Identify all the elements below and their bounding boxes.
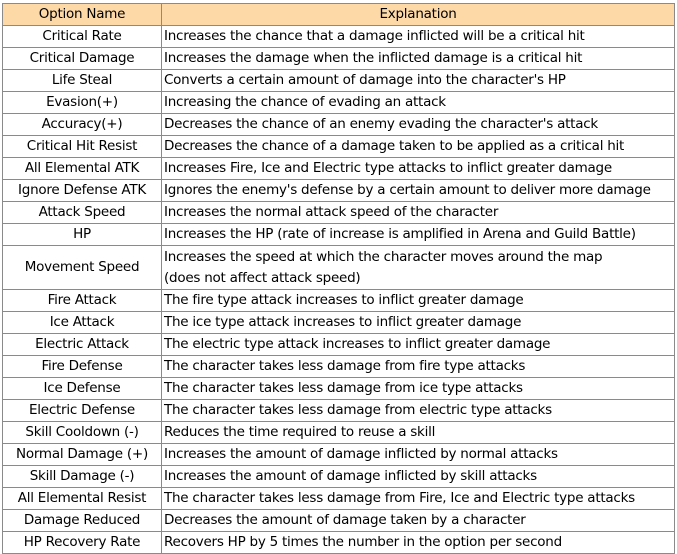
explanation-cell bbox=[162, 532, 675, 554]
explanation-cell bbox=[162, 246, 675, 290]
option-name-cell: Normal Damage (+) bbox=[3, 444, 162, 466]
option-name-cell: Fire Defense bbox=[3, 356, 162, 378]
table-row bbox=[3, 422, 675, 444]
explanation-cell bbox=[162, 114, 675, 136]
explanation-cell bbox=[162, 510, 675, 532]
option-name-cell: Skill Damage (-) bbox=[3, 466, 162, 488]
explanation-cell bbox=[162, 356, 675, 378]
table-row bbox=[3, 246, 675, 290]
table-row bbox=[3, 510, 675, 532]
table-row bbox=[3, 224, 675, 246]
explanation-cell bbox=[162, 158, 675, 180]
explanation-cell bbox=[162, 202, 675, 224]
option-name-cell: HP bbox=[3, 224, 162, 246]
explanation-line: Increases Fire, Ice and Electric type attacks to inflict greater damage bbox=[164, 160, 612, 176]
header-row bbox=[3, 4, 675, 26]
explanation-line: The electric type attack increases to inflict greater damage bbox=[164, 336, 551, 352]
explanation-line: Reduces the time required to reuse a skill bbox=[164, 424, 436, 440]
option-name-cell: Ignore Defense ATK bbox=[3, 180, 162, 202]
option-name-cell: Accuracy(+) bbox=[3, 114, 162, 136]
explanation-cell bbox=[162, 180, 675, 202]
explanation-cell bbox=[162, 334, 675, 356]
explanation-line: The character takes less damage from electric type attacks bbox=[164, 402, 552, 418]
explanation-line: Increases the HP (rate of increase is amplified in Arena and Guild Battle) bbox=[164, 226, 636, 242]
option-name-cell: Critical Hit Resist bbox=[3, 136, 162, 158]
table-row bbox=[3, 202, 675, 224]
explanation-line: The character takes less damage from Fire, Ice and Electric type attacks bbox=[164, 490, 635, 506]
table-row bbox=[3, 136, 675, 158]
table-row bbox=[3, 158, 675, 180]
table-row bbox=[3, 334, 675, 356]
explanation-line: Increasing the chance of evading an attack bbox=[164, 94, 446, 110]
table-row bbox=[3, 356, 675, 378]
header-option-name: Option Name bbox=[3, 4, 162, 26]
explanation-cell bbox=[162, 400, 675, 422]
explanation-line: Increases the speed at which the character moves around the map bbox=[164, 248, 603, 265]
explanation-line: (does not affect attack speed) bbox=[164, 269, 361, 286]
explanation-cell bbox=[162, 378, 675, 400]
option-name-cell: Electric Attack bbox=[3, 334, 162, 356]
option-name-cell: Critical Damage bbox=[3, 48, 162, 70]
header-explanation: Explanation bbox=[162, 4, 675, 26]
table-row bbox=[3, 444, 675, 466]
option-table bbox=[2, 3, 675, 554]
option-name-cell: Life Steal bbox=[3, 70, 162, 92]
explanation-line: Recovers HP by 5 times the number in the option per second bbox=[164, 534, 562, 550]
option-name-cell: Critical Rate bbox=[3, 26, 162, 48]
explanation-line: The ice type attack increases to inflict greater damage bbox=[164, 314, 522, 330]
explanation-line: Increases the amount of damage inflicted by normal attacks bbox=[164, 446, 558, 462]
option-name-cell: All Elemental ATK bbox=[3, 158, 162, 180]
explanation-cell bbox=[162, 290, 675, 312]
explanation-cell bbox=[162, 26, 675, 48]
option-name-cell: Damage Reduced bbox=[3, 510, 162, 532]
explanation-cell bbox=[162, 312, 675, 334]
table-row bbox=[3, 70, 675, 92]
explanation-cell bbox=[162, 422, 675, 444]
explanation-line: Decreases the chance of an enemy evading the character's attack bbox=[164, 116, 598, 132]
explanation-line: Decreases the amount of damage taken by a character bbox=[164, 512, 526, 528]
explanation-cell bbox=[162, 92, 675, 114]
option-rows bbox=[3, 26, 675, 554]
option-name-cell: Evasion(+) bbox=[3, 92, 162, 114]
option-name-cell: Skill Cooldown (-) bbox=[3, 422, 162, 444]
explanation-cell bbox=[162, 136, 675, 158]
explanation-cell bbox=[162, 466, 675, 488]
explanation-line: Converts a certain amount of damage into the character's HP bbox=[164, 72, 566, 88]
explanation-line: Decreases the chance of a damage taken to be applied as a critical hit bbox=[164, 138, 625, 154]
option-name-cell: Attack Speed bbox=[3, 202, 162, 224]
table-row bbox=[3, 378, 675, 400]
option-name-cell: HP Recovery Rate bbox=[3, 532, 162, 554]
explanation-cell bbox=[162, 488, 675, 510]
explanation-line: The character takes less damage from fire type attacks bbox=[164, 358, 526, 374]
explanation-line: The character takes less damage from ice type attacks bbox=[164, 380, 523, 396]
explanation-cell bbox=[162, 444, 675, 466]
option-name-cell: All Elemental Resist bbox=[3, 488, 162, 510]
explanation-line: Increases the normal attack speed of the character bbox=[164, 204, 499, 220]
table-row bbox=[3, 48, 675, 70]
explanation-line: Increases the amount of damage inflicted by skill attacks bbox=[164, 468, 537, 484]
option-name-cell: Electric Defense bbox=[3, 400, 162, 422]
option-name-cell: Movement Speed bbox=[3, 246, 162, 290]
table-row bbox=[3, 312, 675, 334]
explanation-line: Increases the damage when the inflicted damage is a critical hit bbox=[164, 50, 583, 66]
explanation-cell bbox=[162, 48, 675, 70]
table-row bbox=[3, 26, 675, 48]
table-row bbox=[3, 532, 675, 554]
table-row bbox=[3, 114, 675, 136]
table-row bbox=[3, 488, 675, 510]
table-row bbox=[3, 290, 675, 312]
table-row bbox=[3, 466, 675, 488]
explanation-cell bbox=[162, 224, 675, 246]
option-name-cell: Fire Attack bbox=[3, 290, 162, 312]
explanation-line: The fire type attack increases to inflict greater damage bbox=[164, 292, 524, 308]
option-name-cell: Ice Defense bbox=[3, 378, 162, 400]
table-row bbox=[3, 92, 675, 114]
option-name-cell: Ice Attack bbox=[3, 312, 162, 334]
table-row bbox=[3, 180, 675, 202]
explanation-cell bbox=[162, 70, 675, 92]
explanation-line: Increases the chance that a damage inflicted will be a critical hit bbox=[164, 28, 585, 44]
table-row bbox=[3, 400, 675, 422]
explanation-line: Ignores the enemy's defense by a certain amount to deliver more damage bbox=[164, 182, 651, 198]
